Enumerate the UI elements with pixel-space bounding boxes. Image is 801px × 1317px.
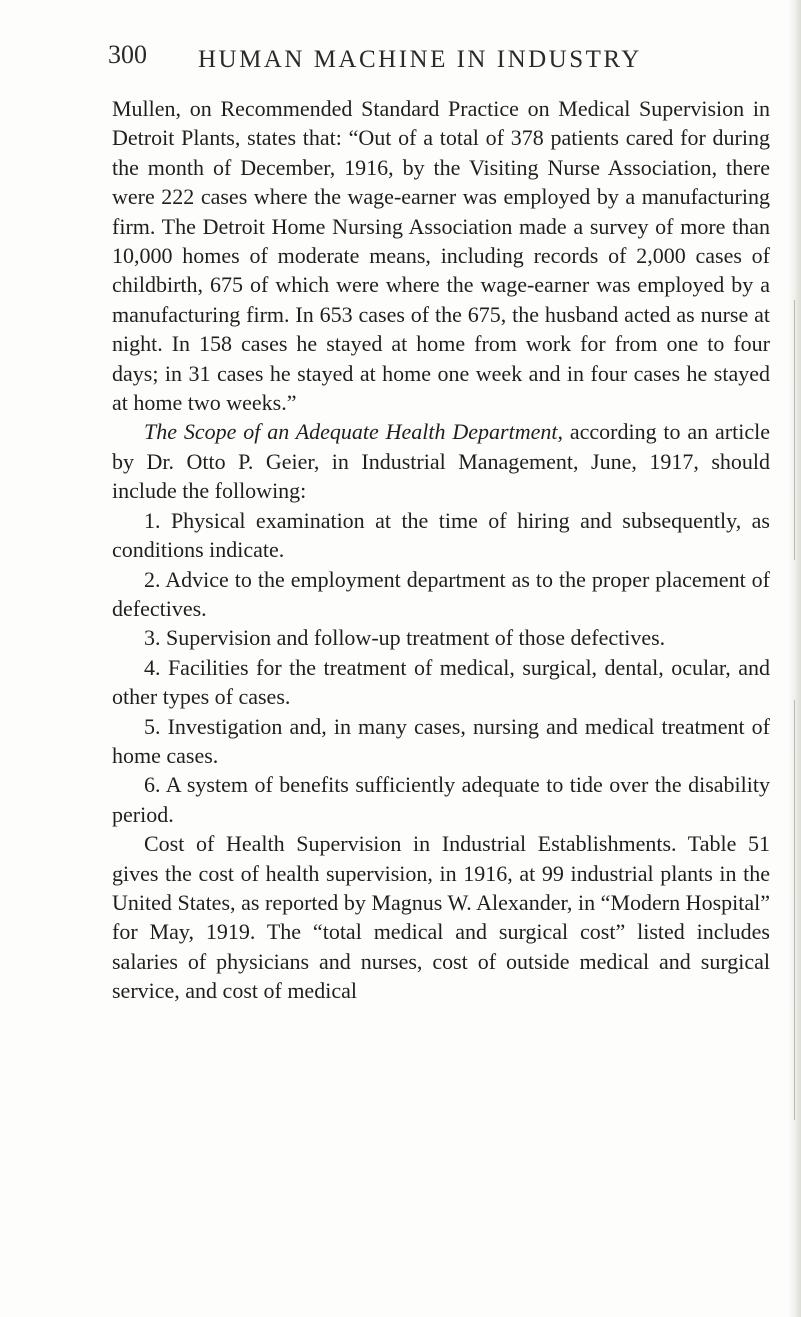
list-item: 6. A system of benefits sufficiently adequate to tide over the disability period. xyxy=(112,772,770,827)
list-item: 1. Physical examination at the time of hiring and subsequently, as conditions indicate. xyxy=(112,507,770,563)
running-head xyxy=(108,40,768,80)
body-text xyxy=(112,94,770,1006)
list-item: 2. Advice to the employment department as to the proper placement of defectives. xyxy=(112,566,770,621)
page-spine-shadow xyxy=(787,0,801,1317)
paragraph-mullen-quote: Mullen, on Recommended Standard Practice on Medical Supervision in Detroit Plants, states that: “Out of a total of 378 patients cared for during the month of December, 1916, by the Visiting Nurse Association, there were 222 cases where the wage-earner was employed by a manufacturing firm. The Detroit Home Nursing Association made a survey of more than 10,000 homes of moderate means, including records of 2,000 cases of childbirth, 675 of which were where the wage-earner was employed by a manufacturing firm. In 653 cases of the 675, the husband acted as nurse at night. In 158 cases he stayed at home from work for from one to four days; in 31 cases he stayed at home one week and in four cases he stayed at home two weeks.” xyxy=(112,96,770,416)
spine-crease xyxy=(794,300,795,560)
page-number: 300 xyxy=(108,40,147,69)
spine-crease xyxy=(794,700,795,1120)
paragraph-cost xyxy=(112,829,770,1005)
cost-section-text: Table 51 gives the cost of health supervision, in 1916, at 99 industrial plants in the United States, as reported by Magnus W. Alexander, in “Modern Hospital” for May, 1919. The “total medical and surgical cost” listed includes salaries of physicians and nurses, cost of outside medical and surgical service, and cost of medical xyxy=(112,831,770,1004)
running-title: HUMAN MACHINE IN INDUSTRY xyxy=(198,46,642,73)
list-item: 4. Facilities for the treatment of medical, surgical, dental, ocular, and other types of cases. xyxy=(112,654,770,710)
scope-article-text: according to an article by Dr. Otto P. Geier, in Industrial Management, June, 1917, should include the following: xyxy=(112,419,770,504)
paragraph-scope xyxy=(112,417,770,505)
cost-section-lead: Cost of Health Supervision in Industrial Establishments. xyxy=(144,831,677,857)
scope-article-title: The Scope of an Adequate Health Department, xyxy=(144,419,563,445)
list-item: 5. Investigation and, in many cases, nursing and medical treatment of home cases. xyxy=(112,713,770,768)
list-item: 3. Supervision and follow-up treatment of those defectives. xyxy=(144,625,666,651)
